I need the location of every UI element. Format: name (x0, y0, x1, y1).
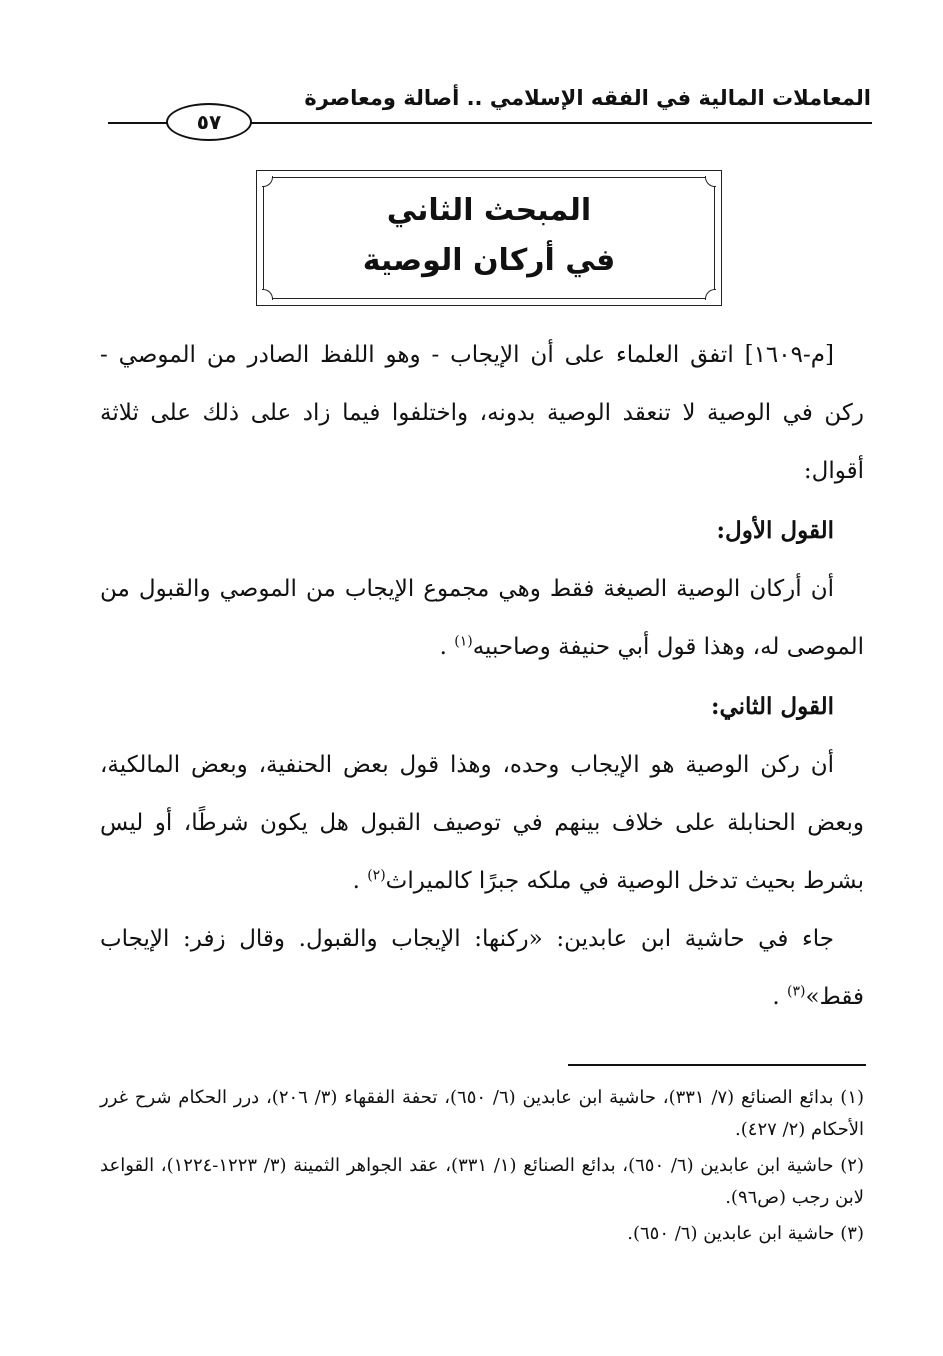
page-number: ٥٧ (166, 103, 252, 141)
paragraph-quote-text: جاء في حاشية ابن عابدين: «ركنها: الإيجاب والقبول. وقال زفر: الإيجاب فقط» (100, 926, 864, 1010)
frame-corner (262, 289, 273, 300)
paragraph-second-opinion-end: . (352, 868, 360, 894)
footnote-ref-3: (٣) (786, 983, 806, 1000)
frame-corner (705, 289, 716, 300)
running-header-title: المعاملات المالية في الفقه الإسلامي .. أصالة ومعاصرة (304, 86, 871, 110)
paragraph-first-opinion-text: أن أركان الوصية الصيغة فقط وهي مجموع الإيجاب من الموصي والقبول من الموصى له، وهذا قول أبي حنيفة وصاحبيه (100, 576, 864, 660)
heading-first-opinion: القول الأول: (716, 517, 834, 544)
paragraph-first-opinion-end: . (439, 634, 447, 660)
footnote-separator (568, 1064, 866, 1066)
heading-second-opinion: القول الثاني: (710, 693, 834, 720)
footnote-ref-1: (١) (454, 633, 473, 650)
paragraph-quote (100, 910, 864, 1026)
paragraph-first-opinion (100, 560, 864, 676)
paragraph-intro: [م-١٦٠٩] اتفق العلماء على أن الإيجاب - وهو اللفظ الصادر من الموصي - ركن في الوصية لا تنعقد الوصية بدونه، واختلفوا فيما زاد على ذلك على ثلاثة أقوال: (100, 342, 864, 484)
chapter-title-frame (256, 170, 722, 306)
paragraph-second-opinion-text: أن ركن الوصية هو الإيجاب وحده، وهذا قول بعض الحنفية، وبعض المالكية، وبعض الحنابلة على خلاف بينهم في توصيف القبول هل يكون شرطًا، أو ليس بشرط بحيث تدخل الوصية في ملكه جبرًا كالميراث (100, 752, 864, 894)
footnote-3: (٣) حاشية ابن عابدين (٦/ ٦٥٠). (627, 1223, 864, 1244)
body-text (100, 326, 864, 1026)
chapter-title-line-1: المبحث الثاني (386, 193, 592, 228)
paragraph-second-opinion (100, 736, 864, 910)
chapter-title-line-2: في أركان الوصية (362, 243, 616, 278)
footnote-1: (١) بدائع الصنائع (٧/ ٣٣١)، حاشية ابن عابدين (٦/ ٦٥٠)، تحفة الفقهاء (٣/ ٢٠٦)، درر الحكام شرح غرر الأحكام (٢/ ٤٢٧). (100, 1087, 865, 1140)
footnotes (100, 1082, 864, 1254)
frame-corner (262, 176, 273, 187)
footnote-ref-2: (٢) (367, 867, 386, 884)
paragraph-quote-end: . (772, 984, 780, 1010)
frame-corner (705, 176, 716, 187)
footnote-2: (٢) حاشية ابن عابدين (٦/ ٦٥٠)، بدائع الصنائع (١/ ٣٣١)، عقد الجواهر الثمينة (٣/ ١٢٢٣-١٢٢٤)، القواعد لابن رجب (ص٩٦). (100, 1155, 864, 1208)
